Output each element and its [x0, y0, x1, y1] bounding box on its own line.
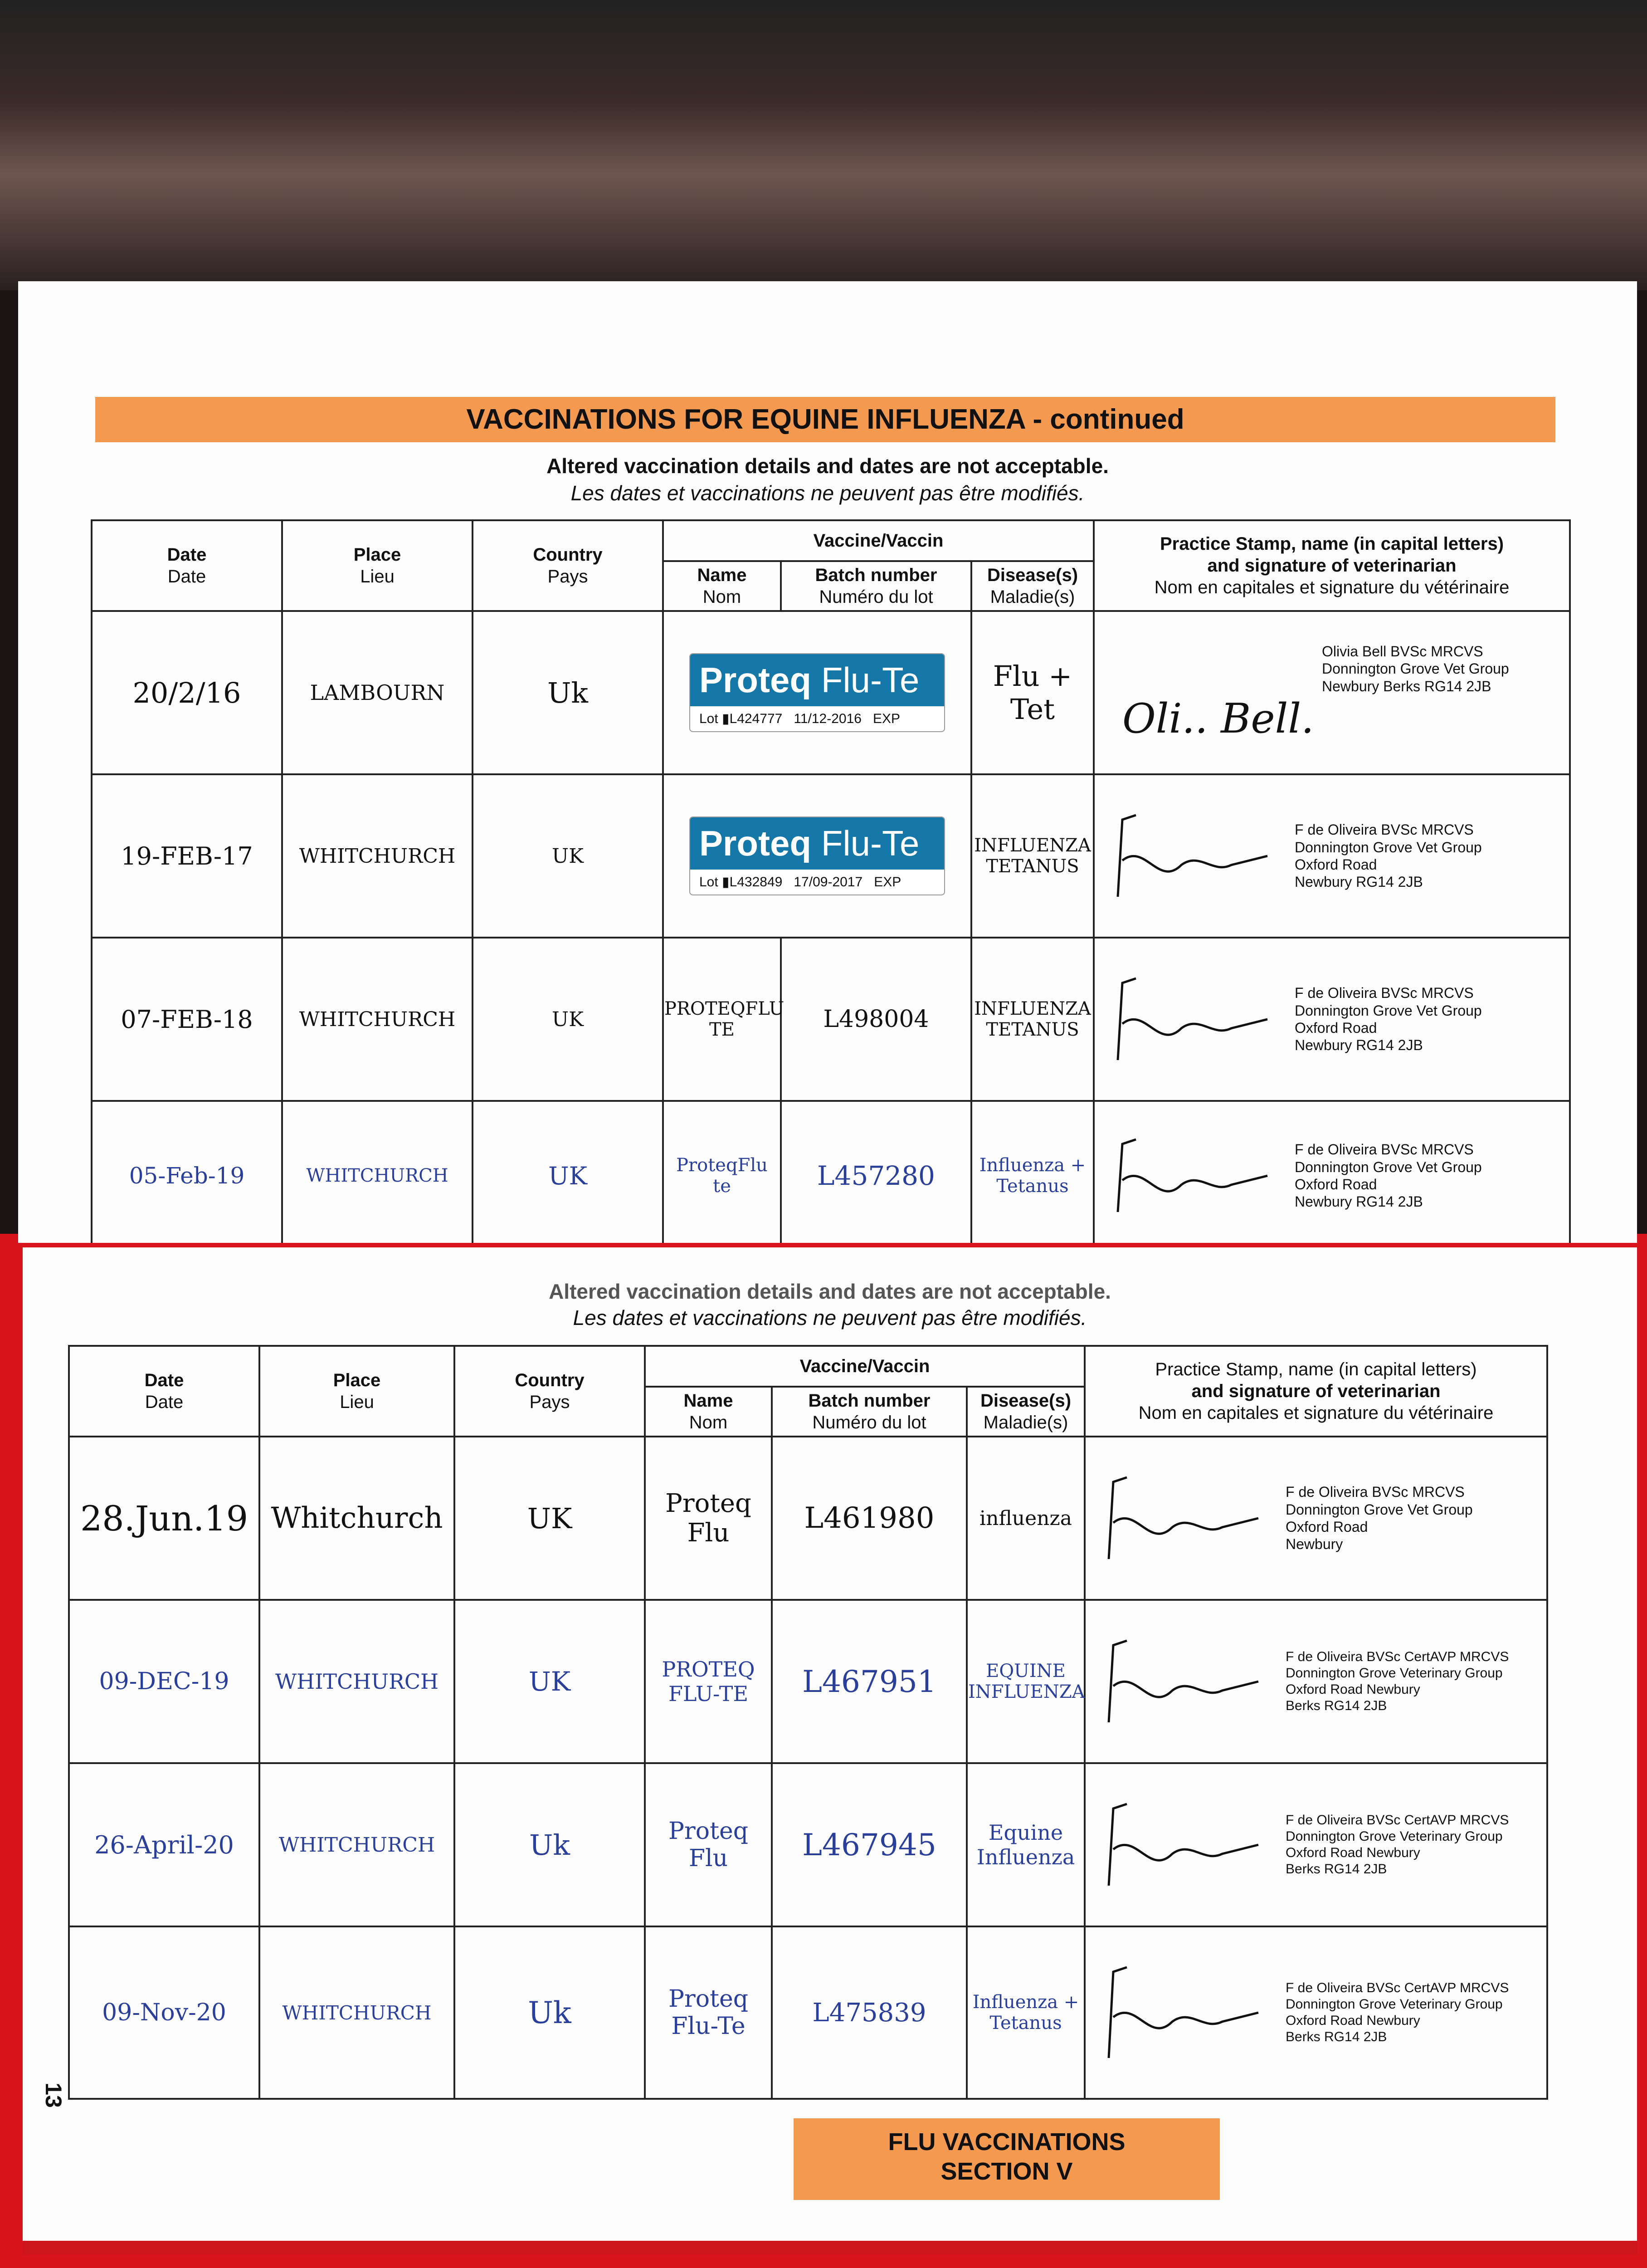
stamp-line: F de Oliveira BVSc MRCVS — [1295, 821, 1474, 838]
disease-cell: INFLUENZA TETANUS — [971, 774, 1094, 938]
stamp-line: Oxford Road Newbury — [1286, 1682, 1420, 1697]
place-cell: WHITCHURCH — [282, 1101, 473, 1243]
header-date: Date Date — [92, 520, 282, 611]
vaccine-sticker: Proteq Flu-Te Lot ▮L432849 17/09-2017 EXP — [689, 816, 945, 895]
date-cell: 19-FEB-17 — [92, 774, 282, 938]
signature-scribble — [1104, 806, 1277, 906]
place-cell: WHITCHURCH — [282, 774, 473, 938]
stamp-line: F de Oliveira BVSc MRCVS — [1295, 1141, 1474, 1158]
stamp-cell — [1085, 1437, 1547, 1600]
batch-cell: L475839 — [772, 1926, 967, 2099]
stamp-line: F de Oliveira BVSc MRCVS — [1295, 985, 1474, 1002]
date-cell: 26-April-20 — [69, 1763, 259, 1926]
stamp-line: Donnington Grove Vet Group — [1286, 1501, 1473, 1518]
notice-fr: Les dates et vaccinations ne peuvent pas être modifiés. — [573, 1306, 1087, 1330]
header-batch: Batch number Numéro du lot — [781, 561, 971, 611]
date-cell: 09-DEC-19 — [69, 1600, 259, 1763]
sticker-brand: Proteq — [699, 660, 812, 700]
stamp-line: Oxford Road — [1295, 1176, 1377, 1193]
stamp-cell — [1085, 1600, 1547, 1763]
vaccine-name-cell: Proteq Flu — [645, 1437, 772, 1600]
stamp-line: Oxford Road — [1295, 1020, 1377, 1036]
sticker-expiry: 11/12-2016 — [794, 711, 862, 726]
place-cell: Whitchurch — [259, 1437, 454, 1600]
table-row — [92, 611, 1570, 774]
vaccine-name-cell: PROTEQ FLU-TE — [645, 1600, 772, 1763]
top-page — [18, 281, 1637, 1243]
header-name: Name Nom — [645, 1387, 772, 1437]
sticker-brand: Proteq — [699, 823, 812, 863]
table-row — [92, 938, 1570, 1101]
stamp-line: Donnington Grove Vet Group — [1295, 1002, 1482, 1019]
page-number: 13 — [40, 2082, 66, 2108]
notice-en: Altered vaccination details and dates are not acceptable. — [549, 1280, 1111, 1303]
batch-cell: L498004 — [781, 938, 971, 1101]
date-cell: 09-Nov-20 — [69, 1926, 259, 2099]
stamp-line: Berks RG14 2JB — [1286, 1698, 1387, 1713]
country-cell: Uk — [454, 1926, 645, 2099]
country-cell: UK — [473, 1101, 663, 1243]
stamp-line: Donnington Grove Veterinary Group — [1286, 1666, 1503, 1681]
signature-scribble — [1104, 1130, 1277, 1221]
stamp-line: Donnington Grove Veterinary Group — [1286, 1829, 1503, 1844]
notice-en: Altered vaccination details and dates are not acceptable. — [546, 454, 1109, 478]
stamp-line: Berks RG14 2JB — [1286, 1862, 1387, 1877]
stamp-line: Oxford Road Newbury — [1286, 2013, 1420, 2028]
stamp-line: Newbury — [1286, 1536, 1343, 1553]
stamp-line: Donnington Grove Vet Group — [1295, 1158, 1482, 1175]
vaccine-label-cell — [663, 774, 971, 938]
stamp-cell — [1094, 938, 1570, 1101]
place-cell: LAMBOURN — [282, 611, 473, 774]
header-country: Country Pays — [454, 1346, 645, 1437]
stamp-line: F de Oliveira BVSc MRCVS — [1286, 1484, 1465, 1501]
signature-scribble — [1104, 969, 1277, 1069]
date-cell: 28.Jun.19 — [69, 1437, 259, 1600]
sticker-product: Flu-Te — [821, 660, 920, 700]
vaccine-label-cell — [663, 611, 971, 774]
dark-background — [0, 0, 1647, 290]
sticker-exp: EXP — [872, 711, 900, 726]
disease-cell: INFLUENZA TETANUS — [971, 938, 1094, 1101]
vaccination-table-bottom — [68, 1345, 1548, 2100]
table-row — [92, 1101, 1570, 1243]
stamp-line: Oxford Road — [1295, 856, 1377, 873]
stamp-line: Newbury RG14 2JB — [1295, 1193, 1423, 1210]
stamp-cell — [1085, 1926, 1547, 2099]
header-batch: Batch number Numéro du lot — [772, 1387, 967, 1437]
stamp-line: Oxford Road — [1286, 1519, 1368, 1535]
date-cell: 07-FEB-18 — [92, 938, 282, 1101]
stamp-cell — [1085, 1763, 1547, 1926]
table-row — [69, 1600, 1547, 1763]
place-cell: WHITCHURCH — [259, 1926, 454, 2099]
country-cell: UK — [473, 774, 663, 938]
stamp-line: Newbury RG14 2JB — [1295, 1037, 1423, 1054]
stamp-line: Donnington Grove Vet Group — [1295, 839, 1482, 855]
stamp-cell — [1094, 1101, 1570, 1243]
section-title: VACCINATIONS FOR EQUINE INFLUENZA - continued — [466, 404, 1184, 435]
batch-cell: L461980 — [772, 1437, 967, 1600]
bottom-page — [23, 1247, 1637, 2254]
table-row — [69, 1437, 1547, 1600]
section-tab[interactable] — [794, 2118, 1220, 2200]
stamp-line: Berks RG14 2JB — [1286, 2029, 1387, 2044]
stamp-cell — [1094, 611, 1570, 774]
notice-fr: Les dates et vaccinations ne peuvent pas être modifiés. — [570, 481, 1085, 505]
table-row — [69, 1926, 1547, 2099]
date-cell: 20/2/16 — [92, 611, 282, 774]
stamp-line: Olivia Bell BVSc MRCVS — [1322, 643, 1483, 660]
batch-cell: L467945 — [772, 1763, 967, 1926]
stamp-line: F de Oliveira BVSc CertAVP MRCVS — [1286, 1980, 1509, 1995]
header-practice-stamp: Practice Stamp, name (in capital letters) and signature of veterinarian Nom en capitales et signature du vétérinaire — [1094, 520, 1570, 611]
header-name: Name Nom — [663, 561, 781, 611]
country-cell: UK — [454, 1600, 645, 1763]
header-vaccine: Vaccine/Vaccin — [663, 520, 1094, 561]
signature-scribble — [1095, 1632, 1267, 1731]
section-title-banner — [95, 397, 1555, 442]
vaccination-table-top — [91, 519, 1571, 1243]
table-row — [69, 1763, 1547, 1926]
stamp-line: Donnington Grove Vet Group — [1322, 660, 1509, 677]
signature: Oli.. Bell. — [1122, 695, 1314, 743]
table-row — [92, 774, 1570, 938]
header-practice-stamp: Practice Stamp, name (in capital letters) and signature of veterinarian Nom en capitales et signature du vétérinaire — [1085, 1346, 1547, 1437]
place-cell: WHITCHURCH — [259, 1763, 454, 1926]
country-cell: Uk — [473, 611, 663, 774]
country-cell: UK — [473, 938, 663, 1101]
sticker-lot: Lot — [699, 875, 718, 890]
sticker-product: Flu-Te — [821, 823, 920, 863]
stamp-line: Donnington Grove Veterinary Group — [1286, 1997, 1503, 2012]
disease-cell: Flu + Tet — [971, 611, 1094, 774]
stamp-line: Oxford Road Newbury — [1286, 1845, 1420, 1860]
section-tab-line2: SECTION V — [940, 2157, 1073, 2185]
stamp-line: Newbury Berks RG14 2JB — [1322, 678, 1491, 694]
vaccine-sticker: Proteq Flu-Te Lot ▮L424777 11/12-2016 EXP — [689, 653, 945, 732]
country-cell: Uk — [454, 1763, 645, 1926]
vaccine-name-cell: ProteqFlu te — [663, 1101, 781, 1243]
signature-scribble — [1095, 1468, 1267, 1568]
place-cell: WHITCHURCH — [259, 1600, 454, 1763]
sticker-batch: L424777 — [729, 711, 783, 726]
batch-cell: L467951 — [772, 1600, 967, 1763]
vaccine-name-cell: Proteq Flu — [645, 1763, 772, 1926]
header-place: Place Lieu — [259, 1346, 454, 1437]
stamp-line: Newbury RG14 2JB — [1295, 874, 1423, 890]
section-tab-line1: FLU VACCINATIONS — [888, 2128, 1126, 2156]
signature-scribble — [1095, 1795, 1267, 1895]
sticker-expiry: 17/09-2017 — [794, 875, 863, 890]
header-country: Country Pays — [473, 520, 663, 611]
sticker-exp: EXP — [874, 875, 901, 890]
sticker-batch: L432849 — [729, 875, 783, 890]
header-place: Place Lieu — [282, 520, 473, 611]
header-date: Date Date — [69, 1346, 259, 1437]
disease-cell: Influenza + Tetanus — [967, 1926, 1085, 2099]
disease-cell: Equine Influenza — [967, 1763, 1085, 1926]
date-cell: 05-Feb-19 — [92, 1101, 282, 1243]
header-disease: Disease(s) Maladie(s) — [971, 561, 1094, 611]
sticker-lot: Lot — [699, 711, 718, 726]
disease-cell: Influenza + Tetanus — [971, 1101, 1094, 1243]
vaccine-name-cell: PROTEQFLU TE — [663, 938, 781, 1101]
header-disease: Disease(s) Maladie(s) — [967, 1387, 1085, 1437]
signature-scribble — [1095, 1958, 1267, 2067]
batch-cell: L457280 — [781, 1101, 971, 1243]
disease-cell: EQUINE INFLUENZA — [967, 1600, 1085, 1763]
stamp-cell — [1094, 774, 1570, 938]
place-cell: WHITCHURCH — [282, 938, 473, 1101]
vaccine-name-cell: Proteq Flu-Te — [645, 1926, 772, 2099]
stamp-line: F de Oliveira BVSc CertAVP MRCVS — [1286, 1649, 1509, 1664]
disease-cell: influenza — [967, 1437, 1085, 1600]
stamp-line: F de Oliveira BVSc CertAVP MRCVS — [1286, 1813, 1509, 1828]
country-cell: UK — [454, 1437, 645, 1600]
header-vaccine: Vaccine/Vaccin — [645, 1346, 1085, 1387]
